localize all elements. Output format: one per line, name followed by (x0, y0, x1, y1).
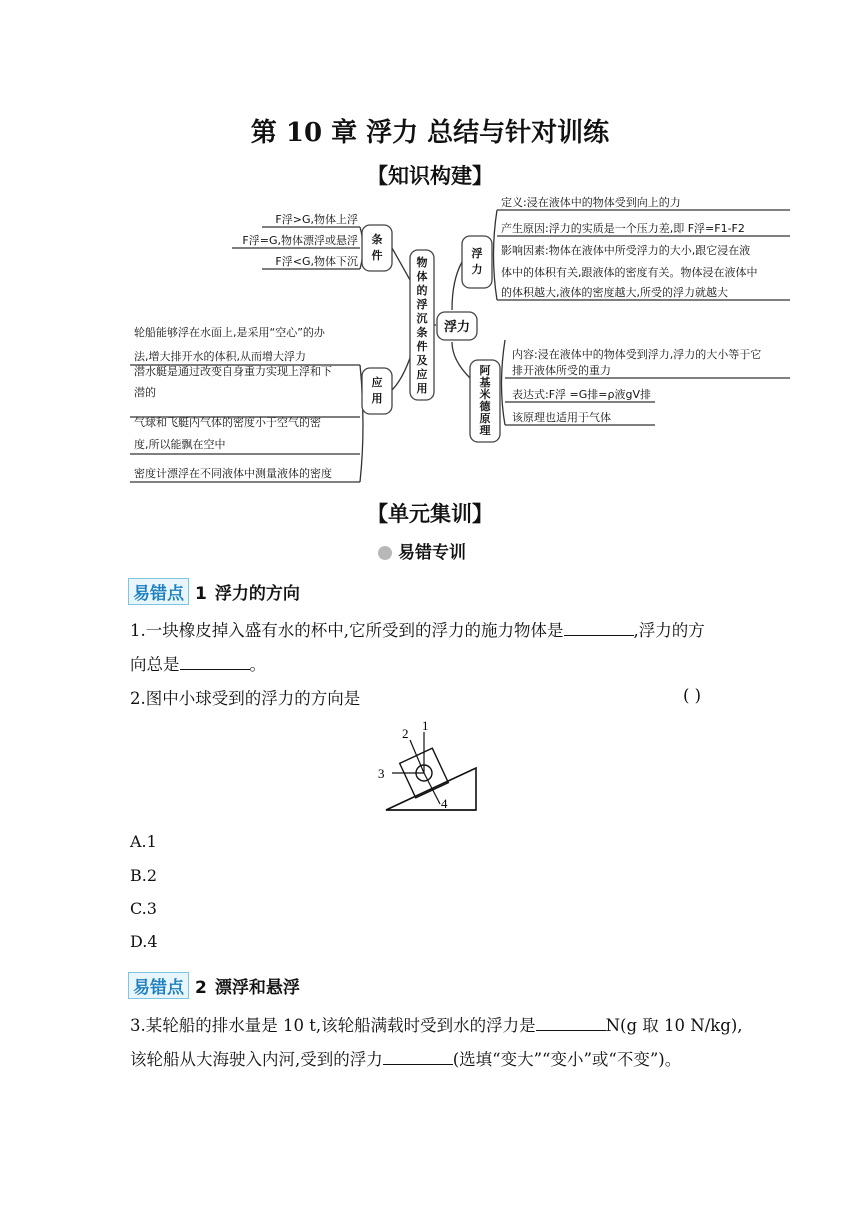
banner-label: 易错专训 (398, 543, 466, 563)
page-title: 第 10 章 浮力 总结与针对训练 (250, 118, 610, 148)
error-point-badge: 易错点 (128, 972, 189, 999)
application-text: 气球和飞艇内气体的密度小于空气的密 (134, 416, 321, 429)
condition-text: F浮>G,物体上浮 (275, 213, 358, 226)
error-training-banner (378, 538, 466, 563)
sink-float-label: 体 (416, 270, 428, 283)
q3-text-c: 该轮船从大海驶入内河,受到的浮力 (130, 1050, 383, 1069)
arrow-label-1: 1 (422, 718, 429, 733)
answer-blank[interactable] (180, 655, 250, 670)
q3-text-b: N(g 取 10 N/kg), (605, 1016, 743, 1035)
q3-text-a: 3.某轮船的排水量是 10 t,该轮船满载时受到水的浮力是 (130, 1016, 536, 1035)
option-a[interactable]: A.1 (130, 832, 157, 851)
sink-float-label: 条 (416, 326, 428, 339)
answer-blank[interactable] (564, 621, 634, 636)
incline-ball-diagram (370, 718, 480, 816)
application-label: 用 (371, 392, 383, 405)
answer-blank[interactable] (536, 1016, 606, 1031)
buoyancy-text: 的体积越大,液体的密度越大,所受的浮力就越大 (501, 286, 728, 299)
q1-text-a: 1.一块橡皮掉入盛有水的杯中,它所受到的浮力的施力物体是 (130, 621, 564, 640)
sink-float-label: 沉 (416, 312, 428, 325)
concept-mindmap (0, 190, 860, 490)
sink-float-label: 件 (416, 340, 428, 353)
condition-node (362, 225, 392, 271)
error-point-badge: 易错点 (128, 578, 189, 605)
archimedes-text: 排开液体所受的重力 (512, 364, 611, 377)
q1-text-b: ,浮力的方 (633, 621, 705, 640)
arrow-label-4: 4 (441, 796, 448, 811)
condition-label: 件 (371, 249, 383, 262)
arrow-label-2: 2 (402, 726, 409, 741)
sink-float-label: 及 (416, 354, 428, 367)
application-text: 度,所以能飘在空中 (134, 438, 226, 451)
sink-float-label: 的 (416, 284, 428, 297)
condition-text: F浮=G,物体漂浮或悬浮 (242, 234, 358, 247)
archimedes-label: 米 (479, 388, 491, 401)
answer-blank[interactable] (383, 1050, 453, 1065)
section-heading-knowledge: 【知识构建】 (367, 163, 493, 188)
arrow-label-3: 3 (378, 766, 385, 781)
archimedes-text: 内容:浸在液体中的物体受到浮力,浮力的大小等于它 (512, 348, 762, 361)
center-label: 浮力 (443, 320, 471, 335)
archimedes-label: 阿 (479, 364, 491, 377)
buoyancy-text: 产生原因:浮力的实质是一个压力差,即 F浮=F1-F2 (501, 222, 745, 235)
error-point-title: 浮力的方向 (214, 584, 300, 604)
buoyancy-text: 定义:浸在液体中的物体受到向上的力 (501, 196, 681, 209)
section-heading-unit: 【单元集训】 (367, 501, 493, 526)
sink-float-label: 用 (416, 382, 428, 395)
sink-float-label: 应 (416, 368, 428, 381)
error-point-number: 1 (195, 584, 207, 604)
error-point-2 (128, 972, 300, 999)
condition-label: 条 (371, 233, 383, 246)
archimedes-label: 基 (479, 376, 491, 389)
application-label: 应 (371, 376, 383, 389)
archimedes-text: 表达式:F浮 =G排=ρ液gV排 (512, 388, 651, 401)
question-3 (130, 1009, 750, 1077)
archimedes-label: 德 (479, 400, 491, 413)
question-2: 2.图中小球受到的浮力的方向是 (130, 689, 361, 708)
question-1 (130, 614, 730, 682)
application-text: 轮船能够浮在水面上,是采用“空心”的办 (134, 326, 325, 339)
option-c[interactable]: C.3 (130, 899, 157, 918)
banner-icon (378, 546, 392, 560)
archimedes-text: 该原理也适用于气体 (512, 411, 611, 424)
option-d[interactable]: D.4 (130, 932, 158, 951)
answer-parentheses[interactable]: ( ) (683, 686, 702, 705)
condition-text: F浮<G,物体下沉 (275, 255, 358, 268)
sink-float-label: 浮 (416, 298, 428, 311)
buoyancy-text: 影响因素:物体在液体中所受浮力的大小,跟它浸在液 (501, 244, 751, 257)
error-point-title: 漂浮和悬浮 (214, 978, 300, 998)
sink-float-label: 物 (416, 256, 428, 269)
q3-text-d: (选填“变大”“变小”或“不变”)。 (452, 1050, 682, 1069)
error-point-number: 2 (195, 978, 207, 998)
application-text: 密度计漂浮在不同液体中测量液体的密度 (134, 467, 332, 480)
archimedes-label: 原 (479, 412, 491, 425)
option-b[interactable]: B.2 (130, 866, 158, 885)
buoyancy-label: 力 (471, 263, 483, 276)
archimedes-label: 理 (479, 424, 491, 437)
q1-text-c: 向总是 (130, 655, 180, 674)
buoyancy-text: 体中的体积有关,跟液体的密度有关。物体浸在液体中 (501, 266, 758, 279)
error-point-1 (128, 578, 300, 605)
application-text: 潜的 (134, 386, 156, 399)
q1-text-d: 。 (249, 655, 266, 674)
application-text: 法,增大排开水的体积,从而增大浮力 (134, 350, 306, 363)
application-text: 潜水艇是通过改变自身重力实现上浮和下 (134, 365, 332, 378)
application-node (362, 368, 392, 414)
buoyancy-label: 浮 (471, 247, 483, 260)
buoyancy-node (462, 236, 492, 288)
